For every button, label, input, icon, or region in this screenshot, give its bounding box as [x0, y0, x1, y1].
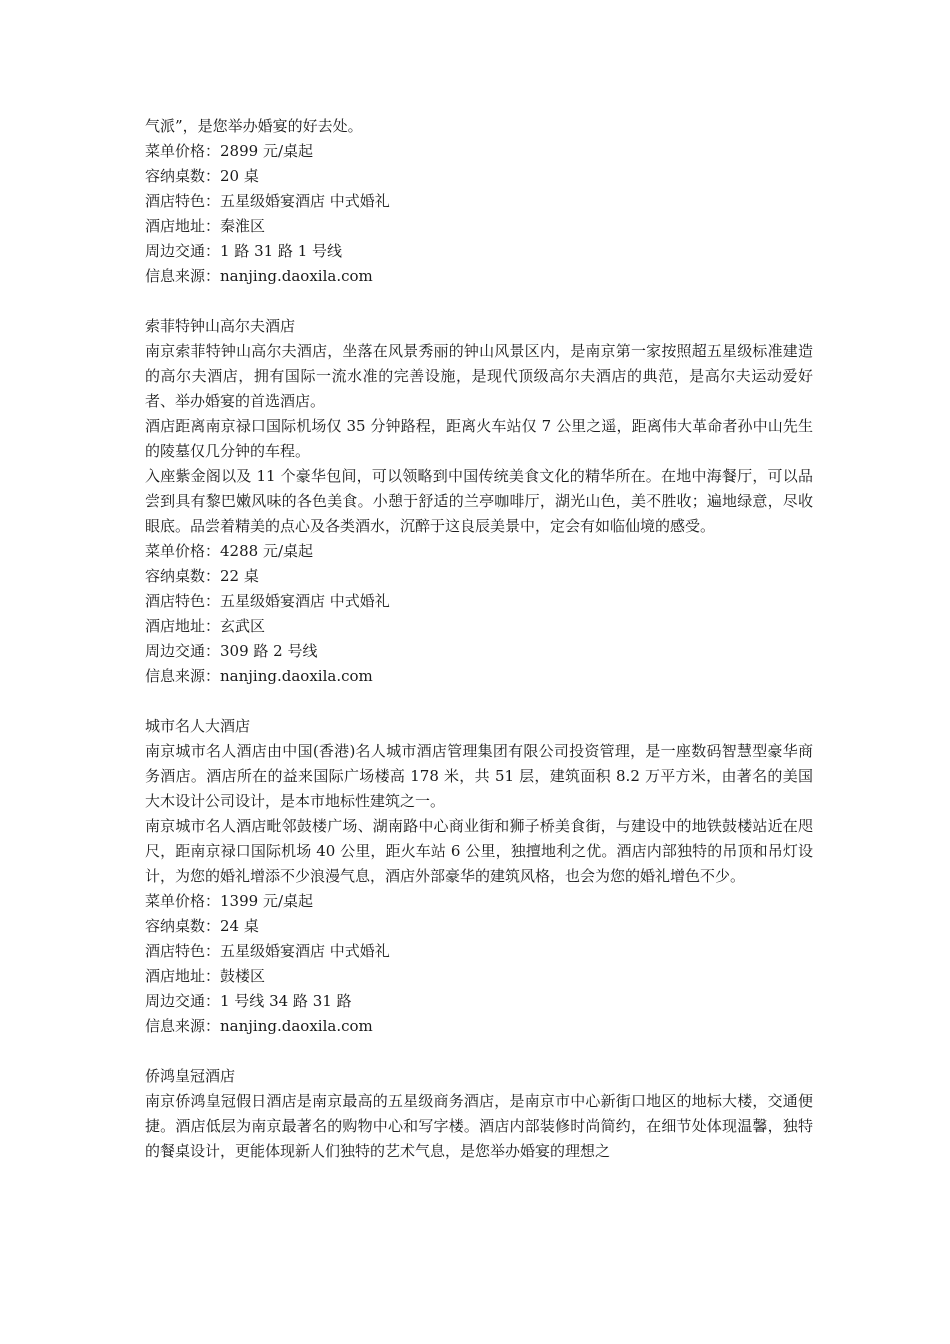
- intro-price: 菜单价格：2899 元/桌起: [145, 142, 313, 160]
- hotel-title: 城市名人大酒店: [145, 717, 251, 735]
- intro-features: 酒店特色：五星级婚宴酒店 中式婚礼: [145, 192, 390, 210]
- hotel-paragraph: 南京城市名人酒店由中国(香港)名人城市酒店管理集团有限公司投资管理，是一座数码智慧型豪华商务酒店。酒店所在的益来国际广场楼高 178 米，共 51 层，建筑面积 8.2 万平方米，由著名的美国大木设计公司设计，是本市地标性建筑之一。: [145, 742, 813, 810]
- intro-tables: 容纳桌数：20 桌: [145, 167, 259, 185]
- hotel-paragraph: 南京侨鸿皇冠假日酒店是南京最高的五星级商务酒店，是南京市中心新街口地区的地标大楼，交通便捷。酒店低层为南京最著名的购物中心和写字楼。酒店内部装修时尚简约，在细节处体现温馨，独特的餐桌设计，更能体现新人们独特的艺术气息，是您举办婚宴的理想之: [145, 1092, 813, 1160]
- hotel-features: 酒店特色：五星级婚宴酒店 中式婚礼: [145, 942, 390, 960]
- hotel-section-sofitel: [145, 314, 813, 689]
- hotel-tables: 容纳桌数：22 桌: [145, 567, 259, 585]
- hotel-section-crowne-plaza: [145, 1064, 813, 1164]
- hotel-paragraph: 南京城市名人酒店毗邻鼓楼广场、湖南路中心商业街和狮子桥美食街，与建设中的地铁鼓楼站近在咫尺，距南京禄口国际机场 40 公里，距火车站 6 公里，独擅地利之优。酒店内部独特的吊顶和吊灯设计，为您的婚礼增添不少浪漫气息，酒店外部豪华的建筑风格，也会为您的婚礼增色不少。: [145, 817, 813, 885]
- hotel-title: 索菲特钟山高尔夫酒店: [145, 317, 296, 335]
- hotel-title: 侨鸿皇冠酒店: [145, 1067, 236, 1085]
- hotel-section-celebrity-city: [145, 714, 813, 1039]
- hotel-features: 酒店特色：五星级婚宴酒店 中式婚礼: [145, 592, 390, 610]
- intro-tail: 气派”，是您举办婚宴的好去处。: [145, 117, 363, 135]
- hotel-transport: 周边交通：309 路 2 号线: [145, 642, 318, 660]
- hotel-address: 酒店地址：鼓楼区: [145, 967, 266, 985]
- hotel-paragraph: 南京索菲特钟山高尔夫酒店，坐落在风景秀丽的钟山风景区内，是南京第一家按照超五星级标准建造的高尔夫酒店，拥有国际一流水准的完善设施，是现代顶级高尔夫酒店的典范，是高尔夫运动爱好者、举办婚宴的首选酒店。: [145, 342, 813, 410]
- spacer: [145, 689, 813, 714]
- hotel-tables: 容纳桌数：24 桌: [145, 917, 259, 935]
- spacer: [145, 289, 813, 314]
- hotel-paragraph: 酒店距离南京禄口国际机场仅 35 分钟路程，距离火车站仅 7 公里之遥，距离伟大革命者孙中山先生的陵墓仅几分钟的车程。: [145, 417, 813, 460]
- hotel-source: 信息来源：nanjing.daoxila.com: [145, 667, 373, 685]
- hotel-transport: 周边交通：1 号线 34 路 31 路: [145, 992, 352, 1010]
- spacer: [145, 1039, 813, 1064]
- hotel-paragraph: 入座紫金阁以及 11 个豪华包间，可以领略到中国传统美食文化的精华所在。在地中海餐厅，可以品尝到具有黎巴嫩风味的各色美食。小憩于舒适的兰亭咖啡厅，湖光山色，美不胜收；遍地绿意，尽收眼底。品尝着精美的点心及各类酒水，沉醉于这良辰美景中，定会有如临仙境的感受。: [145, 467, 813, 535]
- hotel-source: 信息来源：nanjing.daoxila.com: [145, 1017, 373, 1035]
- hotel-price: 菜单价格：4288 元/桌起: [145, 542, 313, 560]
- document-page: [145, 114, 813, 1164]
- intro-section: [145, 114, 813, 289]
- intro-transport: 周边交通：1 路 31 路 1 号线: [145, 242, 343, 260]
- intro-address: 酒店地址：秦淮区: [145, 217, 266, 235]
- hotel-price: 菜单价格：1399 元/桌起: [145, 892, 313, 910]
- hotel-address: 酒店地址：玄武区: [145, 617, 266, 635]
- intro-source: 信息来源：nanjing.daoxila.com: [145, 267, 373, 285]
